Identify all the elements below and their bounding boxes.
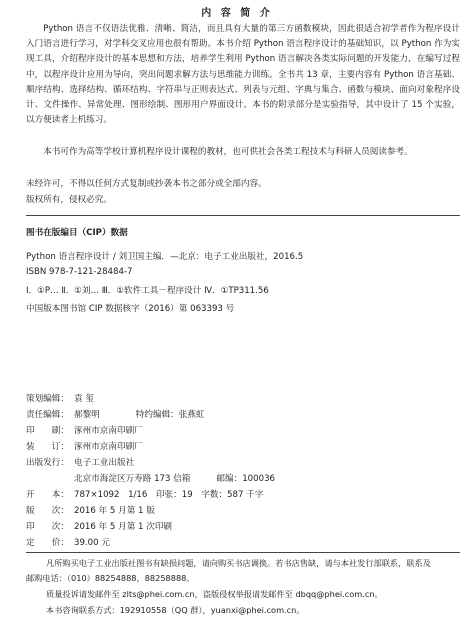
credit-format: [26, 488, 263, 500]
credit-printer: [26, 424, 143, 436]
credit-label: 策划编辑：: [26, 394, 69, 404]
copyright-rights: 版权所有，侵权必究。: [26, 195, 112, 205]
address-text: 北京市海淀区万寿路 173 信箱: [74, 474, 191, 484]
credit-price: [26, 536, 110, 548]
credit-edition: [26, 504, 155, 516]
summary-paragraph-2: 本书可作为高等学校计算机程序设计课程的教材，也可供社会各类工程技术与科研人员阅读参考。: [43, 147, 413, 157]
zip-label: 邮编：: [216, 474, 243, 484]
cip-classification: Ⅰ．①P… Ⅱ．①刘… Ⅲ．①软件工具－程序设计 Ⅳ．①TP311.56: [26, 286, 269, 296]
credit-binder: [26, 440, 143, 452]
credit-value: 39.00 元: [74, 538, 110, 548]
credit-value: 袁 玺: [74, 394, 94, 404]
page-title: 内 容 简 介: [201, 8, 273, 19]
credit-print-run: [26, 520, 172, 532]
credit-label: 印 次：: [26, 522, 69, 532]
credit-publisher: [26, 456, 134, 468]
footer-phone: 邮购电话：（010）88254888，88258888。: [26, 573, 195, 583]
credit-value: 电子工业出版社: [74, 458, 135, 468]
footer-notice: 凡所购买电子工业出版社图书有缺损问题，请向购买书店调换。若书店售缺，请与本社发行部联系，联系及: [46, 558, 431, 568]
cip-line: Python 语言程序设计 / 刘卫国主编．—北京：电子工业出版社，2016.5: [26, 252, 304, 262]
credit-label: 特约编辑：: [135, 410, 179, 420]
credit-value: 张燕虹: [178, 410, 205, 420]
credit-label: 印 刷：: [26, 426, 69, 436]
footer-complaints: 质量投诉请发邮件至 zlts@phei.com.cn，盗版侵权举报请发邮件至 dbqq@phei.com.cn。: [46, 589, 383, 599]
publisher-address: [74, 472, 275, 484]
summary-paragraph-1: Python 语言不仅语法优雅、清晰、简洁，而且具有大量的第三方函数模块，因此很适合初学者作为程序设计入门语言进行学习，对学科交叉应用也很有帮助。本书介绍 Python 语言程序设计的基础知识，以 Python 作为实现工具，介绍程序设计的基本思想和方法，培养学生利用 Python 语言解决各类实际问题的开发能力，在编写过程中，以程序设计应用为导向，突出问题求解方法与思维能力训练。全书共 13 章，主要内容有 Python 语言基础、顺序结构、选择结构、循环结构、字符串与正则表达式、列表与元组、字典与集合、函数与模块、面向对象程序设计、文件操作、异常处理、图形绘制、图形用户界面设计。本书的附录部分是实验指导，其中设计了 15 个实验，以方便读者上机练习。: [26, 24, 460, 126]
credit-value: 涿州市京南印刷厂: [74, 426, 143, 436]
cip-record-number: 中国版本图书馆 CIP 数据核字（2016）第 063393 号: [26, 304, 235, 314]
credit-value: 2016 年 5 月第 1 次印刷: [74, 522, 173, 532]
credit-label: 定 价：: [26, 538, 69, 548]
divider-bottom: [26, 552, 460, 553]
copyright-notice: 未经许可，不得以任何方式复制或抄袭本书之部分或全部内容。: [26, 179, 267, 189]
divider-top: [26, 215, 460, 216]
credit-label: 版 次：: [26, 506, 69, 516]
credit-value: 787×1092 1/16 印张：19 字数：587 千字: [74, 490, 264, 500]
credit-label: 出版发行：: [26, 458, 69, 468]
credit-label: 开 本：: [26, 490, 69, 500]
credit-value: 郝黎明: [74, 410, 100, 420]
credit-value: 2016 年 5 月第 1 版: [74, 506, 155, 516]
credit-label: 装 订：: [26, 442, 69, 452]
cip-isbn: ISBN 978-7-121-28484-7: [26, 267, 133, 277]
zip-code: 100036: [242, 474, 276, 484]
credit-value: 涿州市京南印刷厂: [74, 442, 143, 452]
cip-heading: 图书在版编目（CIP）数据: [26, 228, 128, 238]
credit-label: 责任编辑：: [26, 410, 69, 420]
credit-responsible-editor: [26, 408, 205, 420]
footer-contact: 本书咨询联系方式：192910558（QQ 群），yuanxi@phei.com.cn。: [46, 605, 305, 615]
credit-planning-editor: [26, 392, 94, 404]
